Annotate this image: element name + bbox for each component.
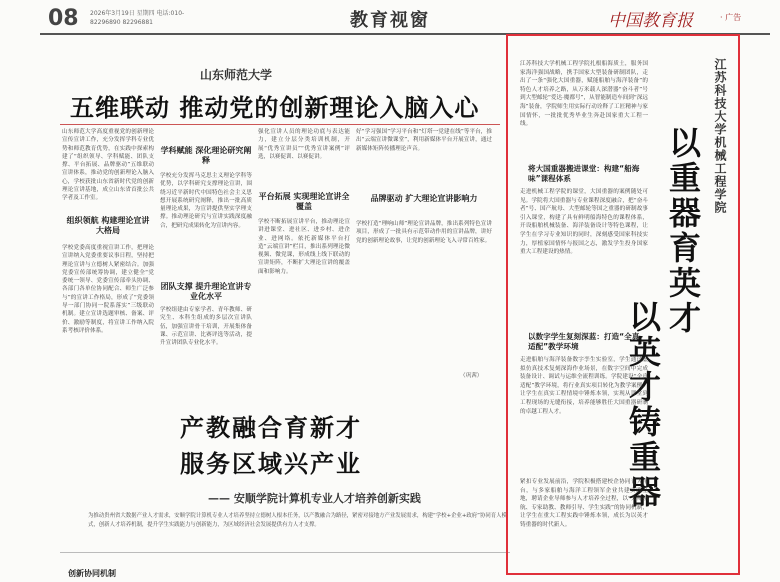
right-story-title-1: 以重器育英才 [664, 126, 702, 336]
left-col4-text: 好“学习强国”学习平台和“灯塔一党建在线”等平台，推出“云端宣讲微课堂”，利用新媒体平台开展宣讲，通过新媒体矩阵传播理论声音。 [356, 129, 492, 152]
right-text-1: 走进机械工程学院的课堂，大国重器的案例随处可见。学院将大国重器与专业课程深度融合，把“奋斗者”号、国产航母、大型邮轮等国之重器的研制故事引入课堂，构建了具有鲜明船海特色的课程体系，开设船舶机械装备、海洋装备设计等特色课程，让学生在学习专业知识的同时，深刻感受国家科技实力，厚植家国情怀与报国之志，激发学生投身国家重大工程建设的热情。 [520, 189, 648, 256]
left-col3-text: 强化宣讲人员的理论功底与表达能力，建立分层分类培训机制，开展“优秀宣讲员”“优秀宣讲案例”评选，以赛促训、以赛促讲。 [258, 129, 350, 160]
lower-bottom-subhead: 创新协同机制 [68, 569, 116, 578]
left-col2-text: 学校充分发挥马克思主义理论学科等优势，以学科研究支撑理论宣讲，围绕习近平新时代中国特色社会主义思想开展系统研究阐释，推出一批高质量理论成果，为宣讲提供坚实学理支撑。推动理论研究与宣讲实践深度融合，把研究成果转化为宣讲内容。 [160, 173, 252, 229]
left-col1-subhead: 组织领航 构建理论宣讲大格局 [66, 216, 150, 235]
right-story-kicker: 江苏科技大学机械工程学院 [713, 58, 727, 214]
left-col1-text: 山东师范大学高度重视党的创新理论宣传宣讲工作，充分发挥学科专业优势和师范教育优势，在实践中探索构建了“组织领导、学科赋能、团队支撑、平台拓展、品牌驱动”五维联动宣讲体系，推动党的创新理论入脑入心，学校获批山东省新时代党的创新理论宣讲基地，成立山东省首批公共学者及工作室。 [62, 129, 154, 202]
left-byline: （巩茜） [460, 373, 483, 379]
left-story-kicker: 山东师范大学 [200, 68, 273, 82]
left-col4-text2: 学校打造“理响山师”理论宣讲品牌，推出系列特色宣讲项目，形成了一批具有示范带动作用的宣讲品牌，讲好党的创新理论故事，让党的创新理论飞入寻常百姓家。 [356, 221, 492, 244]
right-subhead-1: 将大国重器搬进课堂：构建“船海味”课程体系 [528, 164, 640, 183]
left-story-headline: 五维联动 推动党的创新理论入脑入心 [70, 93, 480, 122]
headline-divider [60, 124, 500, 125]
left-col3-text2: 学校不断拓展宣讲平台，推动理论宣讲进课堂、进社区、进乡村、进企业、进网络。依托新媒体平台打造“云端宣讲”栏目，推出系列理论微视频、微党课，形成线上线下联动的宣讲矩阵，不断扩大理论宣讲的覆盖面和影响力。 [258, 219, 350, 275]
right-subhead-2: 以数字学生复刻深蓝：打造“全真适配”教学环境 [528, 332, 640, 351]
right-text-2: 走进船舶与海洋装备数字孪生实验室，学生通过虚拟仿真技术复刻深海作业场景，在数字空间中完成装备设计、调试与运维全流程训练。学院建设“全真适配”教学环境，将行业真实项目转化为教学案例，让学生在真实工程情境中锤炼本领，实现从课堂到工程现场的无缝衔接，培养能够胜任大国重器研制的卓越工程人才。 [520, 357, 648, 415]
paper-name: 中国教育报 [608, 11, 693, 31]
right-intro: 江苏科技大学机械工程学院扎根船海质土，服务国家海洋强国战略，携手国家大型装备研制团队，走出了一条“强化大国重器，赋能船舶与海洋装备”的特色人才培养之路，从万米载人深潜器“奋斗者”号到大型邮轮“爱达·魔都号”，从智能制造车间到“深远海”装备，学院师生用实际行动诠释了工匠精神与家国情怀，一批批优秀毕业生奔赴国家重大工程一线。 [520, 61, 648, 128]
left-col4-subhead: 品牌驱动 扩大理论宣讲影响力 [370, 194, 478, 203]
masthead [40, 4, 770, 34]
lower-subtitle: —— 安顺学院计算机专业人才培养创新实践 [208, 492, 421, 505]
left-col2-text2: 学校组建由专家学者、青年教师、研究生、本科生组成的多层次宣讲队伍，加强宣讲骨干培训，开展集体备课、示范宣讲、比赛评选等活动，提升宣讲团队专业化水平。 [160, 307, 252, 347]
left-col2-subhead2: 团队支撑 提升理论宣讲专业化水平 [160, 282, 252, 301]
section-title: 教育视窗 [350, 10, 430, 31]
left-col1-text2: 学校党委高度重视宣讲工作，把理论宣讲纳入党委重要议事日程，坚持把理论宣讲与立德树人紧密结合。加强党委宣传部统筹协调，建立健全“党委统一领导、党委宣传部牵头协调、各部门各单位协同配合、师生广泛参与”的宣讲工作格局，形成了“党委领导一部门协同一院系落实”三级联动机制。建立宣讲选题审核、备案、评价、激励等制度，将宣讲工作纳入院系考核评价体系。 [62, 245, 154, 334]
lower-intro: 为推动贵州省大数据产业人才需求，安顺学院计算机专业人才培养坚持立德树人根本任务，以产教融合为路径，紧密对接地方产业发展需求，构建“学校+企业+政府”协同育人模式，创新人才培养机制，提升学生实践能力与创新能力，为区域经济社会发展提供有力人才支撑。 [88, 513, 507, 528]
page-number: 08 [48, 6, 79, 31]
right-text-3: 紧扣专业发展前沿，学院积极搭建校企协同育人平台，与多家船舶与海洋工程领军企业共建实践基地，聘请企业导师参与人才培养全过程，以“大师领航、专家助教、教师引导、学生实践”的协同机制，让学生在重大工程实践中锤炼本领，成长为以英才铸重器的时代新人。 [520, 479, 648, 528]
lower-headline-2: 服务区域兴产业 [180, 449, 362, 478]
issue-meta: 2026年3月19日 星期四 电话:010-82296890 82296881 [90, 10, 185, 26]
lower-headline-1: 产教融合育新才 [180, 413, 362, 442]
left-col3-subhead: 平台拓展 实现理论宣讲全覆盖 [258, 192, 350, 211]
lower-divider [60, 552, 510, 553]
right-story-title-2: 以英才铸重器 [624, 300, 662, 510]
left-col2-subhead: 学科赋能 深化理论研究阐释 [160, 146, 252, 165]
paper-suffix: · 广告 [720, 13, 742, 22]
